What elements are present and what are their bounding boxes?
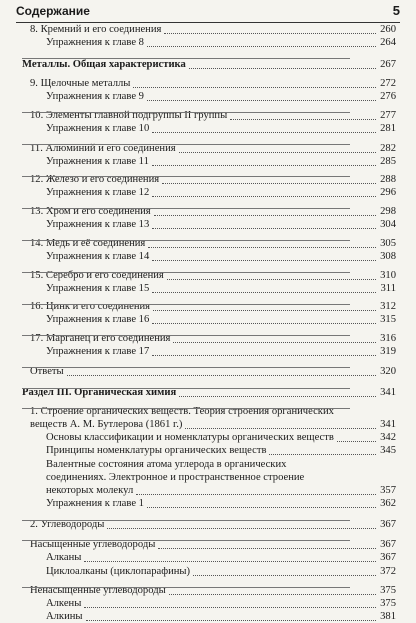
dot-leader bbox=[86, 619, 376, 621]
toc-entry-title: Насыщенные углеводороды bbox=[30, 539, 156, 550]
dot-leader bbox=[153, 309, 376, 311]
toc-entry[interactable] bbox=[46, 611, 396, 623]
toc-entry-page: 375 bbox=[380, 585, 396, 596]
toc-entry[interactable] bbox=[46, 432, 396, 444]
dot-leader bbox=[179, 395, 376, 397]
toc-entry-title: 16. Цинк и его соединения bbox=[30, 301, 151, 312]
toc-entry[interactable] bbox=[46, 37, 396, 49]
toc-entry-title: Упражнения к главе 8 bbox=[46, 37, 144, 48]
toc-entry-title: Металлы. Общая характеристика bbox=[22, 59, 186, 70]
toc-entry[interactable] bbox=[46, 283, 396, 295]
toc-entry-page: 367 bbox=[380, 539, 396, 550]
dot-leader bbox=[84, 606, 376, 608]
toc-entry-page: 362 bbox=[380, 498, 396, 509]
toc-entry-page: 281 bbox=[380, 123, 396, 134]
toc-entry-title: Упражнения к главе 13 bbox=[46, 219, 150, 230]
toc-entry-title: 17. Марганец и его соединения bbox=[30, 333, 171, 344]
toc-entry-title: некоторых молекул bbox=[46, 485, 134, 496]
dot-leader bbox=[167, 278, 376, 280]
toc-entry-title: Упражнения к главе 15 bbox=[46, 283, 150, 294]
toc-entry-page: 282 bbox=[380, 143, 396, 154]
toc-entry-page: 305 bbox=[380, 238, 396, 249]
dot-leader bbox=[152, 195, 376, 197]
toc-entry-title: 13. Хром и его соединения bbox=[30, 206, 151, 217]
group-separator bbox=[22, 240, 350, 241]
toc-entry[interactable] bbox=[46, 566, 396, 578]
group-separator bbox=[22, 208, 350, 209]
toc-entry[interactable] bbox=[30, 24, 396, 36]
group-separator bbox=[22, 176, 350, 177]
toc-entry-page: 304 bbox=[380, 219, 396, 230]
toc-entry-page: 277 bbox=[380, 110, 396, 121]
toc-entry[interactable] bbox=[30, 78, 396, 90]
dot-leader bbox=[147, 45, 376, 47]
toc-entry-page: 285 bbox=[380, 156, 396, 167]
toc-entry-title: 15. Серебро и его соединения bbox=[30, 270, 164, 281]
dot-leader bbox=[164, 32, 376, 34]
dot-leader bbox=[152, 322, 376, 324]
toc-entry-page: 267 bbox=[380, 59, 396, 70]
toc-entry[interactable] bbox=[46, 346, 396, 358]
toc-entry[interactable] bbox=[30, 301, 396, 313]
toc-entry[interactable] bbox=[46, 552, 396, 564]
toc-entry-title: Алкены bbox=[46, 598, 82, 609]
toc-entry-title: Ответы bbox=[30, 366, 64, 377]
toc-entry[interactable] bbox=[46, 123, 396, 135]
toc-entry-title: Упражнения к главе 1 bbox=[46, 498, 144, 509]
dot-leader bbox=[185, 427, 376, 429]
toc-entry-title: Упражнения к главе 14 bbox=[46, 251, 150, 262]
toc-entry-page: 357 bbox=[380, 485, 396, 496]
toc-entry-page: 298 bbox=[380, 206, 396, 217]
toc-entry-title: Упражнения к главе 11 bbox=[46, 156, 149, 167]
dot-leader bbox=[162, 182, 376, 184]
toc-entry[interactable] bbox=[46, 219, 396, 231]
dot-leader bbox=[152, 291, 376, 293]
dot-leader bbox=[189, 67, 376, 69]
toc-entry-title: 12. Железо и его соединения bbox=[30, 174, 160, 185]
toc-entry-page: 345 bbox=[380, 445, 396, 456]
dot-leader bbox=[169, 593, 376, 595]
toc-entry-page: 341 bbox=[380, 419, 396, 430]
group-separator bbox=[22, 540, 350, 541]
dot-leader bbox=[152, 131, 376, 133]
toc-entry-page: 367 bbox=[380, 519, 396, 530]
dot-leader bbox=[84, 560, 376, 562]
group-separator bbox=[22, 587, 350, 588]
dot-leader bbox=[133, 86, 376, 88]
group-separator bbox=[22, 388, 350, 389]
toc-entry[interactable] bbox=[46, 314, 396, 326]
dot-leader bbox=[230, 118, 376, 120]
toc-entry-page: 320 bbox=[380, 366, 396, 377]
toc-entry[interactable] bbox=[46, 498, 396, 510]
dot-leader bbox=[107, 527, 376, 529]
toc-entry-page: 260 bbox=[380, 24, 396, 35]
toc-entry[interactable] bbox=[46, 251, 396, 263]
group-separator bbox=[22, 520, 350, 521]
toc-entry-title: Упражнения к главе 12 bbox=[46, 187, 150, 198]
toc-entry[interactable] bbox=[46, 445, 396, 457]
toc-entry-title: Раздел III. Органическая химия bbox=[22, 387, 177, 398]
toc-entry-page: 276 bbox=[380, 91, 396, 102]
toc-entry-title: Основы классификации и номенклатуры органических веществ bbox=[46, 432, 334, 443]
group-separator bbox=[22, 58, 350, 59]
toc-entry-title: Алканы bbox=[46, 552, 82, 563]
toc-entry-page: 311 bbox=[380, 283, 396, 294]
toc-entry[interactable] bbox=[46, 187, 396, 199]
toc-entry[interactable] bbox=[46, 91, 396, 103]
toc-entry[interactable] bbox=[22, 59, 396, 71]
dot-leader bbox=[67, 374, 376, 376]
dot-leader bbox=[152, 259, 376, 261]
dot-leader bbox=[152, 227, 376, 229]
toc-entry[interactable] bbox=[46, 598, 396, 610]
toc-entry-title: веществ А. М. Бутлерова (1861 г.) bbox=[30, 419, 183, 430]
group-separator bbox=[22, 304, 350, 305]
toc-entry-title: соединениях. Электронное и пространственное строение bbox=[46, 472, 305, 483]
dot-leader bbox=[193, 574, 376, 576]
dot-leader bbox=[136, 493, 376, 495]
group-separator bbox=[22, 367, 350, 368]
toc-entry-title: 9. Щелочные металлы bbox=[30, 78, 131, 89]
group-separator bbox=[22, 408, 350, 409]
toc-entry-title: Упражнения к главе 9 bbox=[46, 91, 144, 102]
toc-entry-page: 372 bbox=[380, 566, 396, 577]
toc-entry-page: 310 bbox=[380, 270, 396, 281]
toc-entry-page: 381 bbox=[380, 611, 396, 622]
toc-entry-title: Циклоалканы (циклопарафины) bbox=[46, 566, 191, 577]
toc-entry[interactable] bbox=[46, 485, 396, 497]
toc-entry-page: 312 bbox=[380, 301, 396, 312]
toc-entry-page: 367 bbox=[380, 552, 396, 563]
toc-entry-title: 2. Углеводороды bbox=[30, 519, 105, 530]
group-separator bbox=[22, 272, 350, 273]
toc-entry-title: Ненасыщенные углеводороды bbox=[30, 585, 166, 596]
dot-leader bbox=[154, 214, 376, 216]
dot-leader bbox=[147, 99, 376, 101]
dot-leader bbox=[179, 151, 376, 153]
group-separator bbox=[22, 335, 350, 336]
toc-entry-page: 375 bbox=[380, 598, 396, 609]
running-title: Содержание bbox=[16, 4, 90, 18]
dot-leader bbox=[152, 164, 376, 166]
toc-entry-title: Принципы номенклатуры органических веществ bbox=[46, 445, 267, 456]
toc-entry-page: 264 bbox=[380, 37, 396, 48]
dot-leader bbox=[337, 440, 376, 442]
toc-entry-page: 288 bbox=[380, 174, 396, 185]
toc-entry-page: 319 bbox=[380, 346, 396, 357]
dot-leader bbox=[158, 547, 376, 549]
toc-entry-title: Алкины bbox=[46, 611, 83, 622]
toc-entry-title: 1. Строение органических веществ. Теория строения органических bbox=[30, 406, 334, 417]
dot-leader bbox=[152, 354, 376, 356]
toc-entry-page: 341 bbox=[380, 387, 396, 398]
toc-entry-title: Упражнения к главе 10 bbox=[46, 123, 150, 134]
dot-leader bbox=[148, 246, 376, 248]
toc-entry-title: 14. Медь и её соединения bbox=[30, 238, 146, 249]
toc-entry-page: 342 bbox=[380, 432, 396, 443]
toc-entry-page: 272 bbox=[380, 78, 396, 89]
toc-entry-page: 308 bbox=[380, 251, 396, 262]
toc-entry-page: 316 bbox=[380, 333, 396, 344]
toc-entry[interactable] bbox=[46, 472, 396, 484]
toc-entry[interactable] bbox=[46, 156, 396, 168]
page-number: 5 bbox=[392, 3, 400, 18]
toc-entry[interactable] bbox=[30, 419, 396, 431]
toc-entry-title: Валентные состояния атома углерода в органических bbox=[46, 459, 287, 470]
toc-entry-title: 8. Кремний и его соединения bbox=[30, 24, 162, 35]
toc-entry-title: Упражнения к главе 16 bbox=[46, 314, 150, 325]
group-separator bbox=[22, 112, 350, 113]
toc-entry[interactable] bbox=[46, 459, 396, 471]
group-separator bbox=[22, 144, 350, 145]
dot-leader bbox=[147, 506, 376, 508]
toc-entry-page: 315 bbox=[380, 314, 396, 325]
toc-entry-title: Упражнения к главе 17 bbox=[46, 346, 150, 357]
dot-leader bbox=[269, 453, 376, 455]
toc-entry-page: 296 bbox=[380, 187, 396, 198]
toc-entry-title: 10. Элементы главной подгруппы II группы bbox=[30, 110, 228, 121]
dot-leader bbox=[173, 341, 376, 343]
toc-entry-title: 11. Алюминий и его соединения bbox=[30, 143, 176, 154]
